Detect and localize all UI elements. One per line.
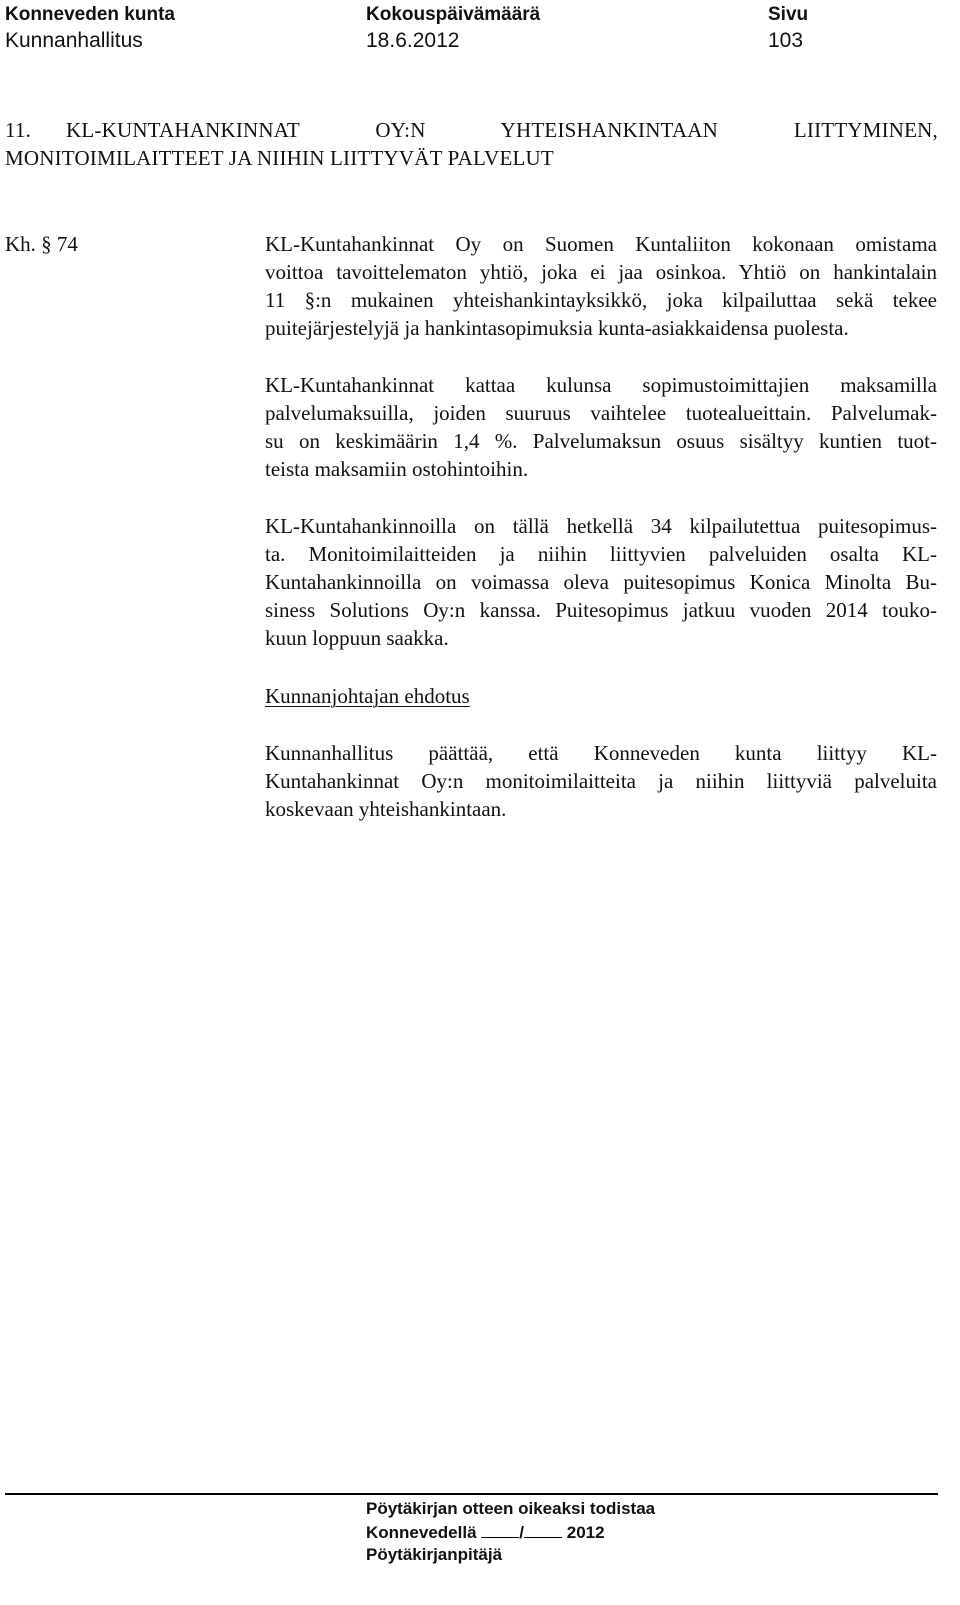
item-title-line1: KL-KUNTAHANKINNAT OY:N YHTEISHANKINTAAN LIITTYMINEN, (66, 118, 938, 142)
meeting-date: 18.6.2012 (366, 29, 460, 52)
paragraph-1-line: voittoa tavoittelematon yhtiö, joka ei jaa osinkoa. Yhtiö on hankintalain (265, 260, 937, 284)
paragraph-1-line: puitejärjestelyjä ja hankintasopimuksia kunta-asiakkaidensa puolesta. (265, 316, 849, 340)
paragraph-2-line: KL-Kuntahankinnat kattaa kulunsa sopimustoimittajien maksamilla (265, 373, 937, 397)
proposal-line: Kunnanhallitus päättää, että Konneveden kunta liittyy KL- (265, 741, 937, 765)
month-blank (524, 1521, 562, 1538)
secretary-title: Pöytäkirjanpitäjä (366, 1545, 503, 1564)
section-reference: Kh. § 74 (5, 232, 78, 256)
paragraph-3-line: siness Solutions Oy:n kanssa. Puitesopimus jatkuu vuoden 2014 touko- (265, 598, 937, 622)
organization-name: Konneveden kunta (5, 4, 175, 25)
meeting-date-label: Kokouspäivämäärä (366, 4, 541, 25)
item-number: 11. (5, 118, 32, 142)
day-blank (481, 1521, 519, 1538)
date-separator: / (519, 1523, 525, 1542)
paragraph-3-line: ta. Monitoimilaitteiden ja niihin liittyvien palveluiden osalta KL- (265, 542, 937, 566)
footer-divider (5, 1493, 938, 1495)
page-label: Sivu (768, 4, 809, 25)
paragraph-3-line: kuun loppuun saakka. (265, 626, 449, 650)
paragraph-1-line: 11 §:n mukainen yhteishankintayksikkö, joka kilpailuttaa sekä tekee (265, 288, 937, 312)
certification-place: Konnevedellä (366, 1523, 477, 1542)
page-number: 103 (768, 29, 804, 52)
paragraph-2-line: palvelumaksuilla, joiden suuruus vaihtelee tuotealueittain. Palvelumak- (265, 401, 937, 425)
paragraph-1-line: KL-Kuntahankinnat Oy on Suomen Kuntaliiton kokonaan omistama (265, 232, 937, 256)
proposal-heading: Kunnanjohtajan ehdotus (265, 684, 470, 708)
certification-year: 2012 (566, 1523, 605, 1542)
proposal-line: Kuntahankinnat Oy:n monitoimilaitteita ja niihin liittyviä palveluita (265, 769, 937, 793)
certification-place-date (366, 1521, 605, 1544)
paragraph-3-line: KL-Kuntahankinnoilla on tällä hetkellä 34 kilpailutettua puitesopimus- (265, 514, 937, 538)
item-title-line2: MONITOIMILAITTEET JA NIIHIN LIITTYVÄT PALVELUT (5, 146, 554, 170)
organ-name: Kunnanhallitus (5, 29, 143, 52)
paragraph-2-line: teista maksamiin ostohintoihin. (265, 457, 529, 481)
certification-text: Pöytäkirjan otteen oikeaksi todistaa (366, 1499, 656, 1518)
proposal-line: koskevaan yhteishankintaan. (265, 797, 507, 821)
paragraph-2-line: su on keskimäärin 1,4 %. Palvelumaksun osuus sisältyy kuntien tuot- (265, 429, 937, 453)
paragraph-3-line: Kuntahankinnoilla on voimassa oleva puitesopimus Konica Minolta Bu- (265, 570, 937, 594)
